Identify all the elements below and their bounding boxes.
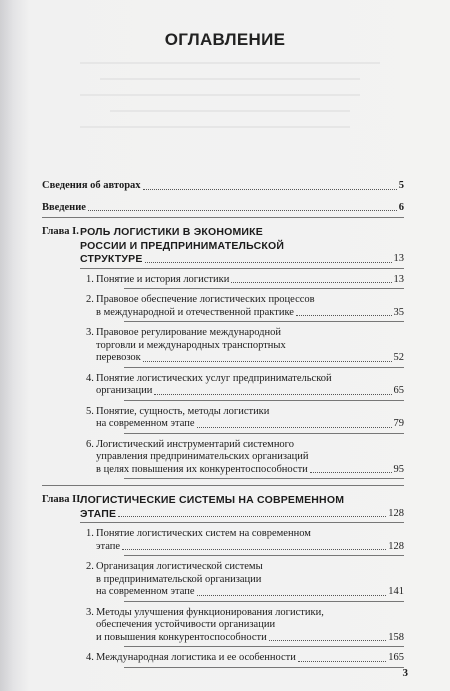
divider: [124, 321, 404, 322]
section-title-line: на современном этапе: [96, 418, 195, 429]
section-title-line: в целях повышения их конкурентоспособности: [96, 463, 308, 475]
section-title-line: Международная логистика и ее особенности: [96, 652, 296, 663]
chapter-title[interactable]: [80, 226, 404, 266]
section-entry[interactable]: [86, 561, 404, 599]
divider: [124, 601, 404, 602]
section-number: 1.: [86, 273, 94, 285]
leader-dots: [310, 472, 392, 473]
chapter-title-line: СТРУКТУРЕ: [80, 253, 143, 265]
section-entry[interactable]: [86, 406, 404, 431]
leader-dots: [122, 549, 386, 550]
section-entry[interactable]: [86, 373, 404, 398]
bleed-through-line: [100, 78, 360, 80]
section-entry[interactable]: [86, 528, 404, 553]
toc-entry-label: Введение: [42, 201, 86, 213]
section-entry[interactable]: [86, 607, 404, 645]
section-title-line: управления предпринимательских организаций: [96, 451, 309, 462]
bleed-through-line: [110, 110, 350, 112]
leader-dots: [269, 640, 387, 641]
toc-entry-page: 5: [398, 180, 404, 191]
chapter-title[interactable]: [80, 494, 404, 520]
chapter-label: Глава I.: [42, 226, 79, 237]
leader-dots: [296, 315, 392, 316]
divider: [124, 400, 404, 401]
leader-dots: [145, 262, 392, 263]
section-title-line: в международной и отечественной практике: [96, 306, 294, 318]
section-page: 52: [393, 352, 404, 363]
section-page: 141: [388, 586, 404, 597]
section-page: 95: [393, 463, 404, 475]
section-number: 5.: [86, 405, 94, 417]
divider: [80, 522, 404, 523]
section-number: 1.: [86, 528, 94, 539]
section-entry[interactable]: [86, 274, 404, 287]
section-title-line: торговли и международных транспортных: [96, 339, 286, 351]
section-title-line: на современном этапе: [96, 586, 195, 597]
divider: [124, 288, 404, 289]
section-page: 79: [393, 418, 404, 429]
chapter-page: 128: [388, 507, 404, 519]
divider: [42, 217, 404, 218]
table-of-contents: [42, 180, 404, 668]
chapter: [42, 226, 404, 486]
section-number: 3.: [86, 606, 94, 618]
leader-dots: [298, 661, 386, 662]
section-entry[interactable]: [86, 439, 404, 477]
section-page: 65: [393, 385, 404, 396]
chapter-label: Глава II.: [42, 494, 83, 505]
chapter-title-line: РОССИИ И ПРЕДПРИНИМАТЕЛЬСКОЙ: [80, 239, 285, 252]
bleed-through-line: [80, 126, 350, 128]
chapter-title-line: ЛОГИСТИЧЕСКИЕ СИСТЕМЫ НА СОВРЕМЕННОМ: [80, 494, 345, 506]
section-number: 6.: [86, 438, 94, 450]
leader-dots: [118, 516, 386, 517]
section-number: 4.: [86, 372, 94, 384]
section-title-line: Организация логистической системы: [96, 561, 263, 572]
toc-entry-page: 6: [398, 201, 404, 213]
chapter-title-line: ЭТАПЕ: [80, 507, 117, 520]
bleed-through-line: [80, 94, 360, 96]
section-title-line: и повышения конкурентоспособности: [96, 631, 267, 643]
section-number: 2.: [86, 294, 94, 305]
section-number: 4.: [86, 652, 94, 663]
toc-entry-introduction[interactable]: [42, 202, 404, 215]
section-title-line: организации: [96, 385, 153, 396]
chapter-page: 13: [393, 253, 404, 264]
page-title: ОГЛАВЛЕНИЕ: [164, 30, 286, 49]
section-title-line: Понятие, сущность, методы логистики: [96, 405, 270, 417]
divider: [124, 667, 404, 668]
leader-dots: [197, 427, 392, 428]
bleed-through-line: [80, 62, 380, 64]
leader-dots: [143, 189, 397, 190]
section-title-line: Понятие логистических систем на современном: [96, 528, 311, 539]
section-page: 13: [393, 273, 404, 285]
leader-dots: [88, 210, 397, 211]
divider: [124, 646, 404, 647]
divider: [80, 268, 404, 269]
section-page: 158: [388, 631, 404, 643]
divider: [42, 485, 404, 486]
section-title-line: Правовое регулирование международной: [96, 327, 282, 338]
section-title-line: перевозок: [96, 352, 141, 363]
section-number: 3.: [86, 327, 94, 338]
chapters-container: [42, 226, 404, 668]
section-page: 35: [393, 306, 404, 318]
section-title-line: Понятие и история логистики: [96, 273, 230, 285]
divider: [124, 367, 404, 368]
divider: [124, 433, 404, 434]
section-page: 128: [388, 540, 404, 552]
leader-dots: [143, 361, 392, 362]
section-title-line: Понятие логистических услуг предпринимательской: [96, 372, 332, 384]
divider: [124, 478, 404, 479]
section-title-line: этапе: [96, 540, 121, 552]
section-entry[interactable]: [86, 294, 404, 319]
toc-entry-authors[interactable]: [42, 180, 404, 193]
leader-dots: [154, 394, 391, 395]
section-entry[interactable]: [86, 327, 404, 365]
section-title-line: Методы улучшения функционирования логистики,: [96, 606, 324, 618]
section-title-line: Правовое обеспечение логистических процессов: [96, 294, 315, 305]
section-number: 2.: [86, 561, 94, 572]
section-title-line: в предпринимательской организации: [96, 573, 262, 585]
chapter: [42, 494, 404, 668]
leader-dots: [197, 595, 387, 596]
section-page: 165: [388, 652, 404, 663]
divider: [124, 555, 404, 556]
leader-dots: [231, 282, 391, 283]
section-entry[interactable]: [86, 652, 404, 665]
section-title-line: Логистический инструментарий системного: [96, 438, 294, 450]
chapter-title-line: РОЛЬ ЛОГИСТИКИ В ЭКОНОМИКЕ: [80, 226, 263, 238]
toc-entry-label: Сведения об авторах: [42, 180, 141, 191]
section-title-line: обеспечения устойчивости организации: [96, 619, 276, 630]
page-number: 3: [402, 667, 408, 679]
